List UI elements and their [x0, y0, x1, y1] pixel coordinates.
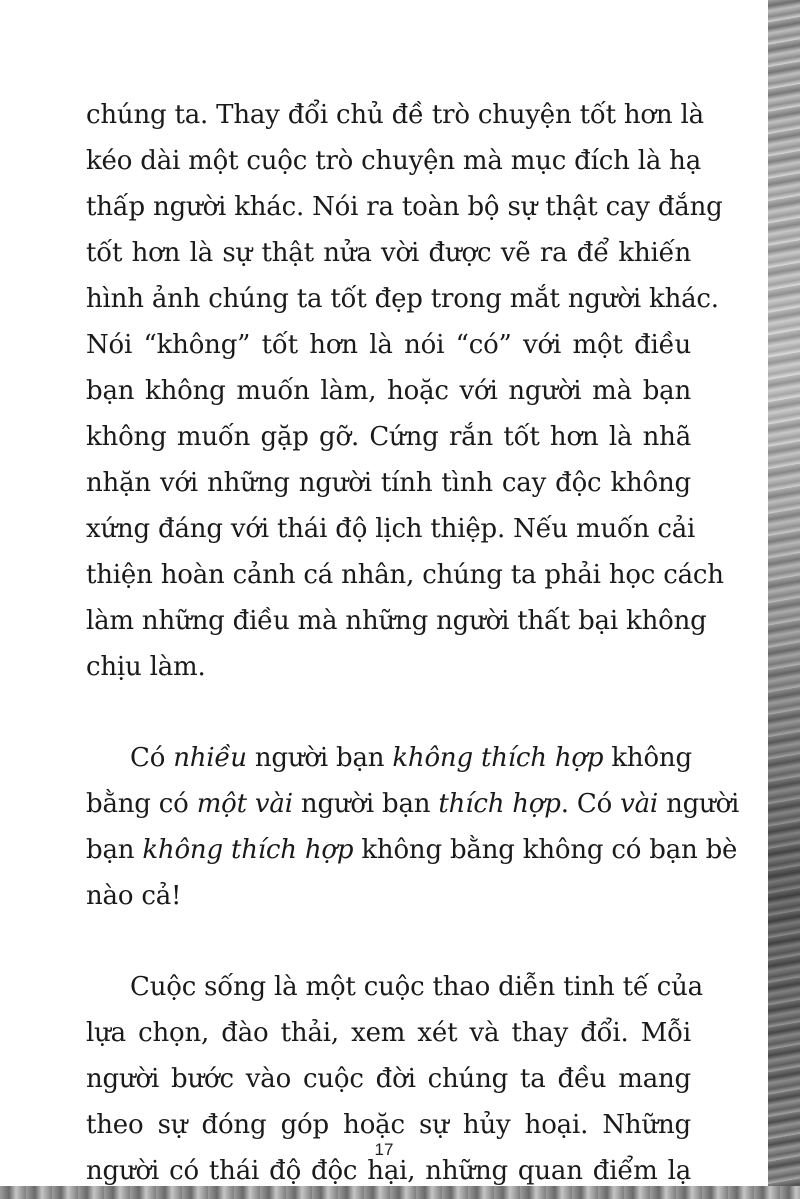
text-line: người có thái độ độc hại, những quan điểm lạ: [86, 1156, 691, 1186]
text-line: người bước vào cuộc đời chúng ta đều mang: [86, 1064, 691, 1094]
paragraph-1: [86, 92, 724, 690]
text-line: xứng đáng với thái độ lịch thiệp. Nếu muốn cải: [86, 514, 696, 544]
italic-run: không thích hợp: [392, 743, 604, 773]
page-number: 17: [374, 1140, 394, 1159]
text-line: Cuộc sống là một cuộc thao diễn tinh tế của: [130, 972, 703, 1002]
text-line: [86, 735, 691, 781]
italic-run: thích hợp: [438, 789, 561, 819]
text-line: chịu làm.: [86, 652, 206, 682]
text-line: chúng ta. Thay đổi chủ đề trò chuyện tốt hơn là: [86, 100, 704, 130]
text-line: kéo dài một cuộc trò chuyện mà mục đích là hạ: [86, 146, 702, 176]
text-line: thiện hoàn cảnh cá nhân, chúng ta phải học cách: [86, 560, 724, 590]
text-line: không muốn gặp gỡ. Cứng rắn tốt hơn là nhã: [86, 422, 691, 452]
page-edge-right: [768, 0, 800, 1199]
text-line: hình ảnh chúng ta tốt đẹp trong mắt người khác.: [86, 284, 719, 314]
text-line: tốt hơn là sự thật nửa vời được vẽ ra để khiến: [86, 238, 691, 268]
text-run: Có: [130, 743, 174, 773]
text-line: bạn không muốn làm, hoặc với người mà bạn: [86, 376, 691, 406]
italic-run: một vài: [196, 789, 293, 819]
page-edge-bottom: [0, 1186, 800, 1199]
text-run: không: [603, 743, 692, 773]
text-line: theo sự đóng góp hoặc sự hủy hoại. Những: [86, 1110, 691, 1140]
text-run: người bạn: [246, 743, 393, 773]
text-line: Nói “không” tốt hơn là nói “có” với một điều: [86, 330, 691, 360]
text-line: [86, 827, 738, 873]
text-line: lựa chọn, đào thải, xem xét và thay đổi. Mỗi: [86, 1018, 691, 1048]
text-line: [86, 781, 740, 827]
text-run: không bằng không có bạn bè: [353, 835, 738, 865]
paragraph-2: [86, 735, 740, 919]
text-run: bạn: [86, 835, 143, 865]
italic-run: vài: [620, 789, 658, 819]
text-run: người: [658, 789, 740, 819]
italic-run: nhiều: [173, 743, 247, 773]
text-line: thấp người khác. Nói ra toàn bộ sự thật cay đắng: [86, 192, 723, 222]
italic-run: không thích hợp: [142, 835, 354, 865]
text-run: người bạn: [292, 789, 439, 819]
text-line: nào cả!: [86, 881, 182, 911]
page-body-text: [86, 92, 740, 1194]
text-line: nhặn với những người tính tình cay độc không: [86, 468, 691, 498]
text-run: . Có: [560, 789, 621, 819]
text-run: bằng có: [86, 789, 197, 819]
text-line: làm những điều mà những người thất bại không: [86, 606, 707, 636]
